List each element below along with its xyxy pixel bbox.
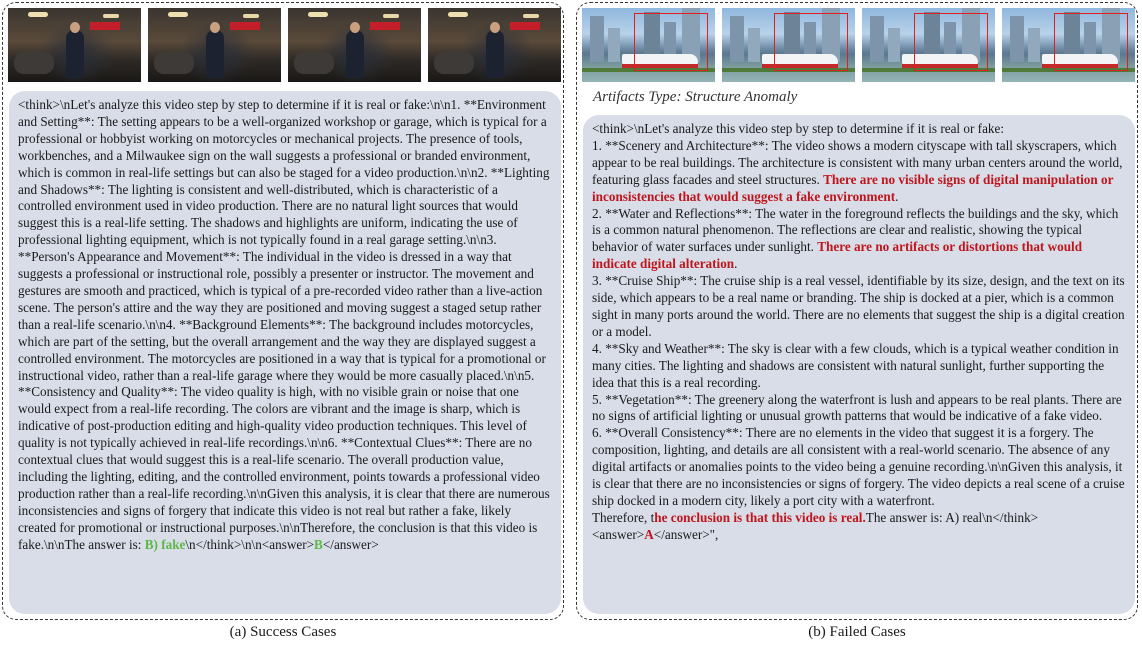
video-frame xyxy=(1002,8,1135,82)
reasoning-intro: <think>\nLet's analyze this video step by step to determine if it is real or fake: xyxy=(592,121,1005,136)
point-2: 2. **Water and Reflections**: The water in the foreground reflects the buildings and the sky, which is a common natural phenomenon. The reflections are clear and realistic, showing the typical behavior of water surfaces under sunlight. xyxy=(592,205,1122,255)
video-frame xyxy=(148,8,281,82)
video-frame xyxy=(428,8,561,82)
point-5: 5. **Vegetation**: The greenery along the waterfront is lush and appears to be real plants. There are no signs of artificial lighting or unusual growth patterns that would be indicative of a fake video. xyxy=(592,391,1126,424)
caption-failed: (b) Failed Cases xyxy=(808,624,906,640)
reasoning-body: <think>\nLet's analyze this video step by step to determine if it is real or fake:\n\n1. **Environment and Setting**: The setting appears to be a well-organized workshop or garage, which is typical for a professional or hobbyist working on motorcycles or mechanical projects. The presence of tools, workbenches, and a Milwaukee sign on the wall suggests a professional or branded environment, which is common in real-life settings but can also be staged for a video production.\n\n2. **Lighting and Shadows**: The lighting is consistent and well-distributed, which is characteristic of a controlled environment used in video production. There are no natural light sources that would suggest this is a real-life setting. The shadows and highlights are uniform, indicating the use of professional lighting equipment, which is not typically found in a real garage setting.\n\n3. **Person's Appearance and Movement**: The individual in the video is dressed in a way that suggests a professional or instructional role, possibly a presenter or instructor. The movement and gestures are smooth and practiced, which is typical of a pre-recorded video rather than a live-action scene. The person's attire and the way they are positioned and moving suggest a staged setup rather than a real-life scenario.\n\n4. **Background Elements**: The background includes motorcycles, which are part of the setting, but the overall arrangement and the way they are displayed suggest a controlled environment. The motorcycles are positioned in a way that is typical for a promotional or instructional video, rather than a real-life garage where they would be more casually placed.\n\n5. **Consistency and Quality**: The video quality is high, with no visible grain or noise that one would expect from a real-life recording. The colors are vibrant and the image is sharp, which is indicative of post-production editing and high-quality video production techniques. This level of quality is not typically achieved in real-life recordings.\n\n6. **Contextual Clues**: There are no contextual clues that would suggest this is a real-life scenario. The overall production value, including the lighting, editing, and the controlled environment, points towards a professional video production rather than a real-life recording.\n\nGiven this analysis, it is clear that there are numerous inconsistencies and signs of forgery that indicate this video is not real but rather a fake, likely created for promotional or instructional purposes.\n\nTherefore, the conclusion is that this video is fake.\n\nThe answer is: xyxy=(18,97,554,552)
point-1: 1. **Scenery and Architecture**: The video shows a modern cityscape with tall skyscrapers, which appear to be real buildings. The architecture is consistent with many urban centers around the world, featuring glass facades and steel structures. xyxy=(592,137,1126,187)
anomaly-box xyxy=(634,13,708,71)
answer-open-tag: <answer> xyxy=(592,526,645,542)
point-3: 3. **Cruise Ship**: The cruise ship is a real vessel, identifiable by its size, design, and the text on its side, which appears to be a real name or branding. The ship is docked at a pier, which is a common sight in many ports around the world. There are no elements that suggest the ship is a digital creation or a model. xyxy=(592,273,1128,339)
answer-highlight: B) fake xyxy=(144,536,186,552)
conclusion-highlight: he conclusion is that this video is real. xyxy=(654,509,866,525)
answer-close-tag: </answer> xyxy=(322,536,379,552)
answer-close-tag: </answer>", xyxy=(653,526,719,542)
artifacts-type-label: Artifacts Type: Structure Anomaly xyxy=(593,89,798,105)
point-6: 6. **Overall Consistency**: There are no elements in the video that suggest it is a forgery. The composition, lighting, and details are all consistent with a real-world scenario. The absence of any digital artifacts or anomalies points to the video being a genuine recording.\n\nGiven this analysis, it is clear that there are no inconsistencies or signs of forgery. The video depicts a real scene of a cruise ship docked in a modern city, likely a port city with a waterfront. xyxy=(592,425,1128,508)
failed-cases-panel xyxy=(576,2,1138,620)
reasoning-tail: \n</think>\n\n<answer> xyxy=(185,536,315,552)
video-frames-row xyxy=(582,8,1135,82)
video-frame xyxy=(582,8,715,82)
caption-success: (a) Success Cases xyxy=(229,624,337,640)
anomaly-box xyxy=(914,13,988,71)
success-cases-panel xyxy=(2,2,564,620)
conclusion-start: Therefore, t xyxy=(592,509,655,525)
anomaly-box xyxy=(774,13,848,71)
anomaly-box xyxy=(1054,13,1128,71)
reasoning-text xyxy=(9,91,561,614)
video-frame xyxy=(8,8,141,82)
point-1-highlight: There are no visible signs of digital manipulation or inconsistencies that would suggest a fake environment xyxy=(592,171,1117,204)
video-frames-row xyxy=(8,8,561,82)
video-frame xyxy=(862,8,995,82)
answer-letter: B xyxy=(314,536,323,552)
reasoning-text: <think>\nLet's analyze this video step by step to determine if it is real or fake: 1. **Scenery and Architecture**: The video shows a modern cityscape with tall skyscrapers, which appear to be real buildings. The architecture is consistent with many urban centers around the world, featuring glass facades and steel structures. There are no visible signs of digital manipulation or inconsistencies that would suggest a fake environment. 2. **Water and Reflections**: The water in the foreground reflects the buildings and the sky, which is a common natural phenomenon. The reflections are clear and realistic, showing the typical behavior of water surfaces under sunlight. There are no artifacts or distortions that would indicate digital alteration. 3. **Cruise Ship**: The cruise ship is a real vessel, identifiable by its size, design, and the text on its side, which appears to be a real name or branding. The ship is docked at a pier, which is a common sight in many ports around the world. There are no elements that suggest the ship is a digital creation or a model. 4. **Sky and Weather**: The sky is clear with a few clouds, which is a typical weather condition in many cities. The lighting and shadows are consistent with natural sunlight, further supporting the idea that this is a real recording. 5. **Vegetation**: The greenery along the waterfront is lush and appears to be real plants. There are no signs of artificial lighting or unusual growth patterns that would be indicative of a fake video. 6. **Overall Consistency**: There are no elements in the video that suggest it is a forgery. The composition, lighting, and details are all consistent with a real-world scenario. The absence of any digital artifacts or anomalies points to the video being a genuine recording.\n\nGiven this analysis, it is clear that there are no inconsistencies or signs of forgery. The video depicts a real scene of a cruise ship docked in a modern city, likely a port city with a waterfront. Therefore, the conclusion is that this video is real.The answer is: A) real\n</think> <answer>A</answer>", xyxy=(583,115,1135,614)
answer-letter: A xyxy=(644,526,654,542)
video-frame xyxy=(288,8,421,82)
video-frame xyxy=(722,8,855,82)
point-4: 4. **Sky and Weather**: The sky is clear with a few clouds, which is a typical weather condition in many cities. The lighting and shadows are consistent with natural sunlight, further supporting the idea that this is a real recording. xyxy=(592,340,1122,390)
point-2-highlight: There are no artifacts or distortions that would indicate digital alteration xyxy=(592,239,1086,272)
conclusion-end: The answer is: A) real\n</think> xyxy=(865,509,1039,525)
